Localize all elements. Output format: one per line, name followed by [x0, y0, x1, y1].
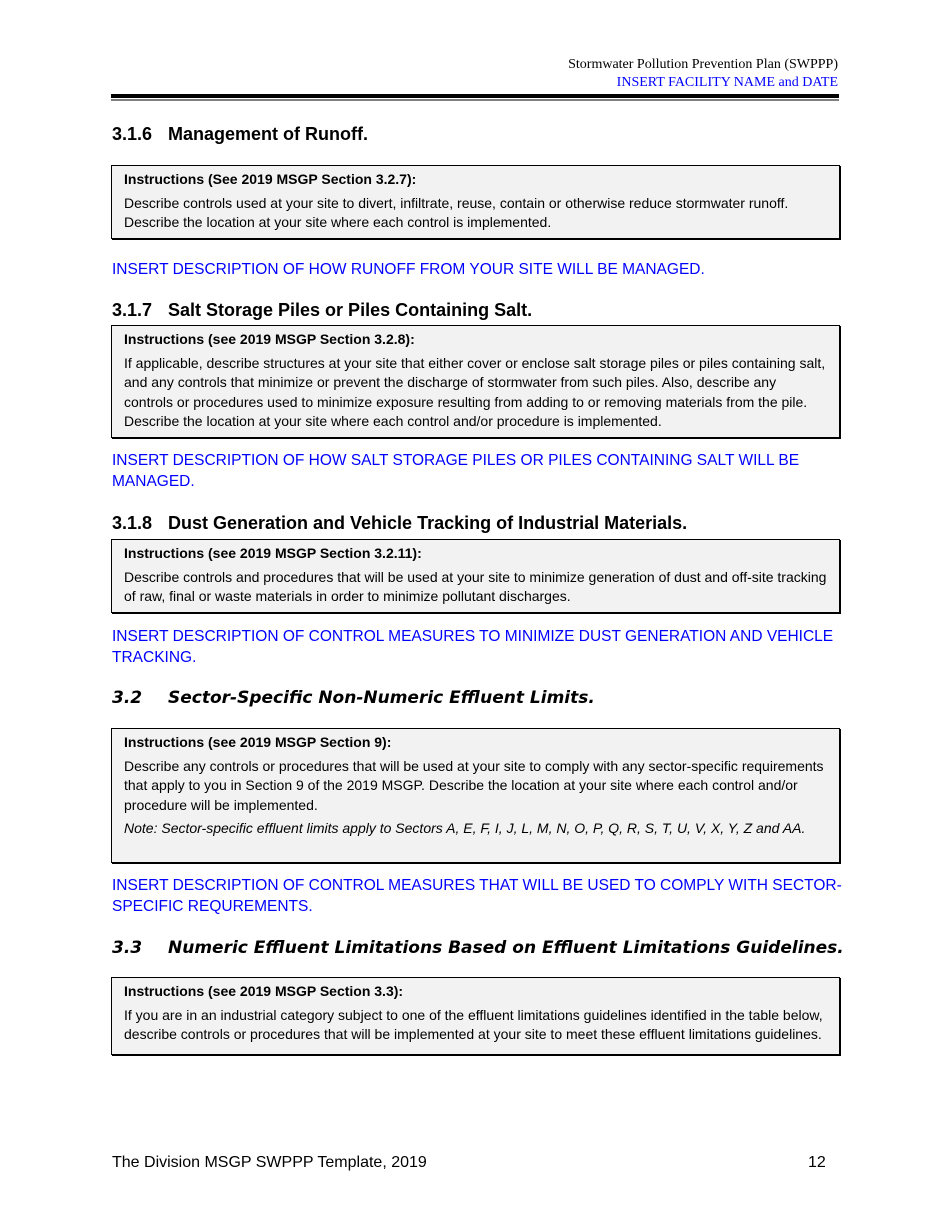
insert-placeholder-3-2: INSERT DESCRIPTION OF CONTROL MEASURES THAT WILL BE USED TO COMPLY WITH SECTOR-SPECIFIC REQUREMENTS.	[112, 877, 842, 915]
heading-3-3: 3.3 Numeric Effluent Limitations Based on Effluent Limitations Guidelines.	[112, 938, 844, 958]
footer-template-title: The Division MSGP SWPPP Template, 2019	[112, 1154, 427, 1171]
instructions-title: Instructions (see 2019 MSGP Section 9):	[124, 734, 392, 750]
instructions-title: Instructions (see 2019 MSGP Section 3.2.8):	[124, 331, 415, 347]
heading-3-1-8: 3.1.8 Dust Generation and Vehicle Tracking of Industrial Materials.	[112, 513, 688, 533]
insert-placeholder-3-1-6: INSERT DESCRIPTION OF HOW RUNOFF FROM YOUR SITE WILL BE MANAGED.	[112, 261, 705, 278]
instructions-text: Describe any controls or procedures that will be used at your site to comply with any sector-specific requirements that apply to you in Section 9 of the 2019 MSGP. Describe the location at your site where each control and/or procedure will be implemented.	[124, 757, 824, 813]
instructions-box-3-1-6	[111, 165, 840, 239]
instructions-text: If applicable, describe structures at your site that either cover or enclose salt storage piles or piles containing salt, and any controls that minimize or prevent the discharge of stormwater from such piles. Also, describe any controls or procedures used to minimize exposure resulting from adding to or removing materials from the pile. Describe the location at your site where each control and/or procedure is implemented.	[124, 354, 826, 429]
instructions-box-3-3	[111, 977, 840, 1055]
instructions-box-3-1-7	[111, 325, 840, 438]
instructions-text: If you are in an industrial category subject to one of the effluent limitations guidelines identified in the table below, describe controls or procedures that will be implemented at your site to meet these effluent limitations guidelines.	[124, 1006, 823, 1042]
footer-page-number: 12	[808, 1154, 826, 1171]
header-rule	[111, 94, 839, 98]
heading-3-2: 3.2 Sector-Specific Non-Numeric Effluent Limits.	[112, 688, 595, 708]
insert-placeholder-3-1-8: INSERT DESCRIPTION OF CONTROL MEASURES TO MINIMIZE DUST GENERATION AND VEHICLE TRACKING.	[112, 628, 834, 666]
header-plan-title: Stormwater Pollution Prevention Plan (SWPPP)	[568, 57, 838, 72]
insert-placeholder-3-1-7: INSERT DESCRIPTION OF HOW SALT STORAGE PILES OR PILES CONTAINING SALT WILL BE MANAGED.	[112, 452, 800, 490]
instructions-note: Note: Sector-specific effluent limits apply to Sectors A, E, F, I, J, L, M, N, O, P, Q, R, S, T, U, V, X, Y, Z and AA.	[124, 820, 806, 836]
page-header	[568, 56, 838, 92]
header-rule-shadow	[111, 99, 839, 101]
heading-3-1-6: 3.1.6 Management of Runoff.	[112, 124, 368, 144]
heading-3-1-7: 3.1.7 Salt Storage Piles or Piles Containing Salt.	[112, 300, 533, 320]
instructions-title: Instructions (see 2019 MSGP Section 3.2.11):	[124, 545, 422, 561]
instructions-title: Instructions (See 2019 MSGP Section 3.2.7):	[124, 171, 417, 187]
instructions-title: Instructions (see 2019 MSGP Section 3.3):	[124, 983, 404, 999]
header-facility-placeholder: INSERT FACILITY NAME and DATE	[616, 75, 838, 90]
instructions-text: Describe controls and procedures that will be used at your site to minimize generation of dust and off-site tracking of raw, final or waste materials in order to minimize pollutant discharges.	[124, 568, 827, 604]
instructions-box-3-2	[111, 728, 840, 863]
instructions-text: Describe controls used at your site to divert, infiltrate, reuse, contain or otherwise reduce stormwater runoff. Describe the location at your site where each control is implemented.	[124, 194, 789, 230]
instructions-box-3-1-8	[111, 539, 840, 613]
